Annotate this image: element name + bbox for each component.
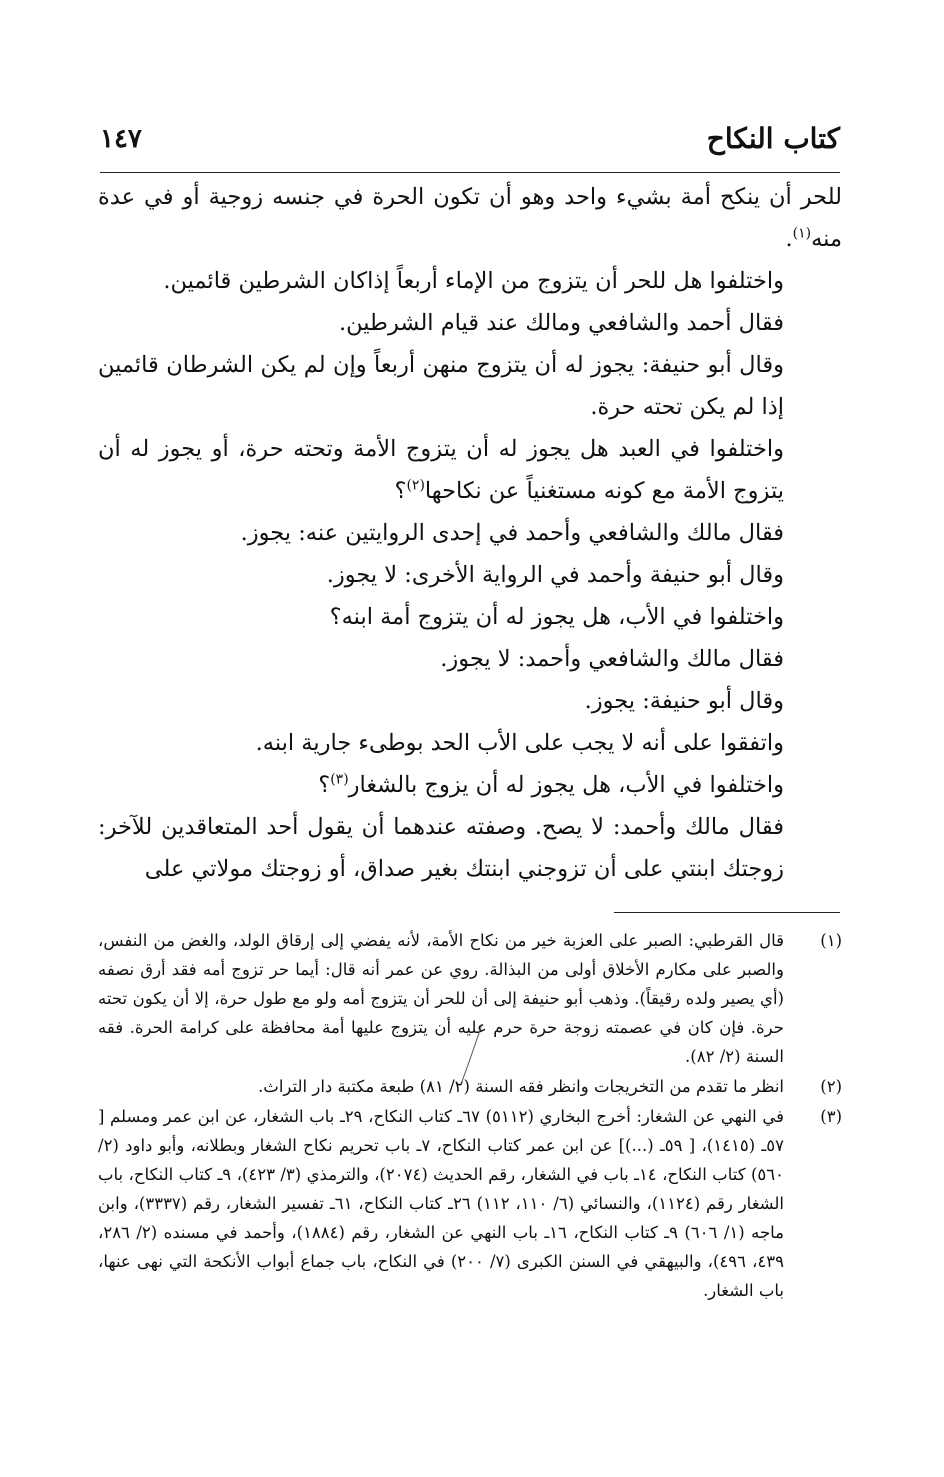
paragraph-6: فقال مالك والشافعي وأحمد في إحدى الروايتين عنه: يجوز. (240, 520, 784, 546)
paragraph-5 (98, 428, 842, 512)
paragraph-2: واختلفوا هل للحر أن يتزوج من الإماء أربعاً إذاكان الشرطين قائمين. (163, 268, 784, 294)
paragraph-12 (98, 764, 842, 806)
paragraph-4: وقال أبو حنيفة: يجوز له أن يتزوج منهن أربعاً وإن لم يكن الشرطان قائمين إذا لم يكن تحته حرة. (98, 352, 784, 420)
footnotes-divider (614, 912, 840, 913)
paragraph-1-text: للحر أن ينكح أمة بشيء واحد وهو أن تكون الحرة في جنسه زوجية أو في عدة منه (98, 184, 842, 252)
footnote-ref-3: (٣) (330, 771, 349, 788)
paragraph-1 (98, 176, 842, 260)
footnote-ref-2: (٢) (406, 477, 425, 494)
page-header (100, 122, 840, 172)
footnote-text: قال القرطبي: الصبر على العزبة خير من نكاح الأمة، لأنه يفضي إلى إرقاق الولد، والغض من النفس، والصبر على مكارم الأخلاق أولى من البذالة. روي عن عمر أنه قال: أيما حر تزوج أمه فقد أرق نصفه (أي يصير ولده رقيقاً). وذهب أبو حنيفة إلى أن للحر أن يتزوج أمه ولو مع طول حرة، إلا أن يكون تحته حرة. فإن كان في عصمته زوجة حرة حرم عليه أن يتزوج عليها أمة محافظة على كرامة الحرة. فقه السنة (٢/ ٨٢). (98, 931, 784, 1066)
footnote-number: (٢) (820, 1077, 842, 1096)
footnote-text: انظر ما تقدم من التخريجات وانظر فقه السنة (٢/ ٨١) طبعة مكتبة دار التراث. (258, 1077, 784, 1096)
main-text (98, 176, 842, 890)
footnote-text: في النهي عن الشغار: أخرج البخاري (٥١١٢) ٦٧ـ كتاب النكاح، ٢٩ـ باب الشغار، عن ابن عمر ومسلم [ ٥٧ـ (١٤١٥)، [ ٥٩ـ (...)] عن ابن عمر كتاب النكاح، ٧ـ باب تحريم نكاح الشغار وبطلانه، وأبو داود (٢/ ٥٦٠) كتاب النكاح، ١٤ـ باب في الشغار، رقم الحديث (٢٠٧٤)، والترمذي (٣/ ٤٢٣)، ٩ـ كتاب النكاح، باب الشغار رقم (١١٢٤)، والنسائي (٦/ ١١٠، ١١٢) ٢٦ـ كتاب النكاح، ٦١ـ تفسير الشغار، رقم (٣٣٣٧)، وابن ماجه (١/ ٦٠٦) ٩ـ كتاب النكاح، ١٦ـ باب النهي عن الشغار، رقم (١٨٨٤)، وأحمد في مسنده (٢/ ٢٨٦، ٤٣٩، ٤٩٦)، والبيهقي في السنن الكبرى (٧/ ٢٠٠) في النكاح، باب جماع أبواب الأنكحة التي نهى عنها، باب الشغار. (98, 1107, 785, 1300)
paragraph-5-text: واختلفوا في العبد هل يجوز له أن يتزوج الأمة وتحته حرة، أو يجوز له أن يتزوج الأمة مع كونه مستغنياً عن نكاحها (98, 436, 784, 504)
paragraph-12-end: ؟ (318, 772, 331, 798)
page-number: ١٤٧ (100, 124, 142, 154)
footnote-number: (٣) (820, 1107, 842, 1126)
pen-mark (458, 1022, 484, 1086)
paragraph-1-end: . (785, 226, 793, 252)
footnotes (98, 926, 842, 1306)
footnote-number: (١) (820, 931, 842, 950)
paragraph-3: فقال أحمد والشافعي ومالك عند قيام الشرطين. (338, 310, 784, 336)
paragraph-8: واختلفوا في الأب، هل يجوز له أن يتزوج أمة ابنه؟ (329, 604, 784, 630)
footnote-3 (98, 1102, 842, 1305)
paragraph-10: وقال أبو حنيفة: يجوز. (584, 688, 784, 714)
footnote-ref-1: (١) (792, 225, 812, 242)
header-divider (100, 172, 840, 173)
paragraph-5-end: ؟ (394, 478, 407, 504)
paragraph-13: فقال مالك وأحمد: لا يصح. وصفته عندهما أن يقول أحد المتعاقدين للآخر: زوجتك ابنتي على أن تزوجني ابنتك بغير صداق، أو زوجتك مولاتي على (98, 814, 784, 882)
paragraph-7: وقال أبو حنيفة وأحمد في الرواية الأخرى: لا يجوز. (326, 562, 784, 588)
chapter-title: كتاب النكاح (706, 122, 840, 155)
paragraph-9: فقال مالك والشافعي وأحمد: لا يجوز. (440, 646, 784, 672)
paragraph-12-text: واختلفوا في الأب، هل يجوز له أن يزوج بالشغار (348, 772, 784, 798)
paragraph-11: واتفقوا على أنه لا يجب على الأب الحد بوطىء جارية ابنه. (255, 730, 784, 756)
